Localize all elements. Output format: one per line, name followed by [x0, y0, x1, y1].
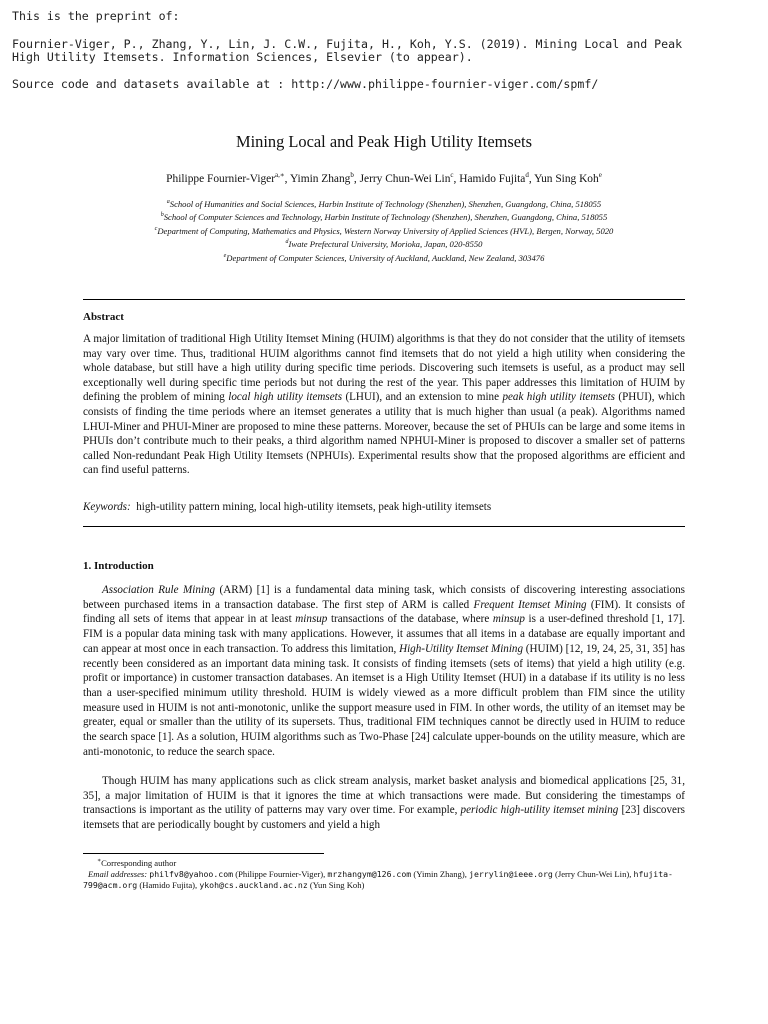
affiliation-text: School of Computer Sciences and Technology, Harbin Institute of Technology (Shenzhen), Shenzhen, Guangdong, China, 518055: [163, 212, 608, 223]
term-emphasis: peak high utility itemsets: [502, 391, 615, 404]
author-affiliation-mark: e: [598, 171, 602, 179]
keywords-list: high-utility pattern mining, local high-utility itemsets, peak high-utility itemsets: [136, 501, 492, 513]
affiliation-mark: e: [223, 252, 227, 259]
footnote-rule: [83, 853, 324, 854]
author-list: Philippe Fournier-Viger$^{a,∗}$, Yimin Zhang$^b$, Jerry Chun-Wei Lin$^c$, Hamido Fujita$^d$, Yun Sing Koh$^e$: [166, 171, 602, 185]
affiliation: [0, 224, 768, 237]
keywords-label: Keywords:: [83, 501, 131, 513]
affiliation-mark: d: [285, 239, 289, 246]
abstract-top-rule: [83, 299, 685, 300]
author-name: Philippe Fournier-Viger: [166, 172, 276, 185]
author-affiliation-mark: c: [450, 171, 454, 179]
author-name: Yimin Zhang: [289, 172, 351, 185]
section-heading-introduction: 1. Introduction: [83, 560, 154, 572]
intro-paragraph-1: Association Rule Mining (ARM) [1] is a fundamental data mining task, which consists of discovering interesting associations between purchased items in a transaction database. The first step of ARM is called Frequent Itemset Mining (FIM). It consists of finding all sets of items that appear in at least minsup transactions of the database, where minsup is a user-defined threshold [1, 17]. FIM is a popular data mining task with many applications. However, it assumes that all items in a database are equally important and can appear at most once in each transaction. To address this limitation, High-Utility Itemset Mining (HUIM) [12, 19, 24, 25, 31, 35] has recently been considered as an important data mining task. It consists of finding itemsets (sets of items) that yield a high utility (e.g. profit or importance) in customer transaction databases. An itemset is a High Utility Itemset (HUI) in a database if its utility is no less than a user-specified minimum utility threshold. HUIM is widely viewed as a more difficult problem than FIM since the utility measure used in HUIM is not anti-monotonic, unlike the support measure used in FIM. In other words, the utility of an itemset may be greater, equal or smaller than the utility of its supersets. Thus, traditional FIM techniques cannot be directly used in HUIM to reduce the search space [1]. As a solution, HUIM algorithms such as Two-Phase [24] calculate upper-bounds on the utility measure, which are anti-monotonic, to reduce the search space.: [83, 584, 686, 758]
affiliation-mark: b: [160, 212, 164, 219]
corresponding-author-note: ∗Corresponding author: [97, 857, 177, 868]
intro-paragraph-2: Though HUIM has many applications such as click stream analysis, market basket analysis and biomedical applications [25, 31, 35], a major limitation of HUIM is that it ignores the time at which transactions were made. But considering the timestamps of transactions is important as the utility of patterns may vary over time. For example, periodic high-utility itemset mining [23] discovers itemsets that are periodically bought by customers and yield a high: [83, 775, 685, 832]
email-link[interactable]: jerrylin@ieee.org: [469, 869, 553, 880]
author-name: Jerry Chun-Wei Lin: [359, 172, 451, 185]
affiliation-mark: c: [154, 225, 158, 232]
email-link[interactable]: philfv8@yahoo.com: [149, 869, 234, 880]
email-link[interactable]: hfujita-799@acm.org: [83, 869, 673, 891]
affiliation: [0, 210, 768, 223]
affiliation-list: [0, 197, 768, 264]
email-label: Email addresses:: [88, 869, 148, 880]
author-affiliation-mark: b: [350, 171, 354, 179]
author-affiliation-mark: d: [525, 171, 529, 179]
affiliation: [0, 197, 768, 210]
email-link[interactable]: ykoh@cs.auckland.ac.nz: [199, 880, 308, 891]
term-emphasis: local high utility itemsets: [228, 391, 343, 404]
abstract-heading: Abstract: [83, 311, 124, 323]
preprint-note: This is the preprint of:: [12, 9, 180, 23]
affiliation-text: School of Humanities and Social Sciences, Harbin Institute of Technology (Shenzhen), Shenzhen, Guangdong, China, 518055: [169, 198, 602, 209]
email-addresses: Email addresses: philfv8@yahoo.com (Philippe Fournier-Viger), mrzhangym@126.com (Yimin Zhang), jerrylin@ieee.org (Jerry Chun-Wei Lin), hfujita-799@acm.org (Hamido Fujita), ykoh@cs.auckland.ac.nz (Yun Sing Koh): [83, 869, 673, 891]
affiliation-text: Department of Computing, Mathematics and Physics, Western Norway University of Applied Sciences (HVL), Bergen, Norway, 5020: [157, 225, 614, 236]
author-name: Hamido Fujita: [459, 172, 526, 185]
citation-line-1: Fournier-Viger, P., Zhang, Y., Lin, J. C.W., Fujita, H., Koh, Y.S. (2019). Mining Local and Peak: [12, 37, 683, 51]
paper-title: Mining Local and Peak High Utility Itemsets: [236, 132, 532, 151]
keywords: [83, 500, 685, 514]
abstract-bottom-rule: [83, 526, 685, 527]
affiliation-text: Department of Computer Sciences, University of Auckland, Auckland, New Zealand, 303476: [226, 252, 545, 263]
affiliation-text: Iwate Prefectural University, Morioka, Japan, 020-8550: [288, 239, 483, 250]
citation-line-2: High Utility Itemsets. Information Sciences, Elsevier (to appear).: [12, 50, 473, 64]
footnote: [83, 856, 685, 891]
citation-block: [12, 38, 682, 64]
author-name: Yun Sing Koh: [534, 172, 599, 185]
abstract-text: A major limitation of traditional High Utility Itemset Mining (HUIM) algorithms is that they do not consider that the utility of itemsets may vary over time. Thus, traditional HUIM algorithms cannot find itemsets that do not yield a high utility when considering the whole database, but still have a high utility during specific time periods. Discovering such itemsets is useful, as a product may sell exceptionally well during specific time periods but not during the rest of the year. This paper addresses this limitation of HUIM by defining the problem of mining local high utility itemsets (LHUI), and an extension to mine peak high utility itemsets (PHUI), which consists of finding the time periods where an itemset generates a utility that is much higher than usual (a peak). Algorithms named LHUI-Miner and PHUI-Miner are proposed to mine these patterns. Moreover, because the set of PHUIs can be large and some items in PHUIs don’t contribute much to their peaks, a third algorithm named NPHUI-Miner is proposed to discover a smaller set of patterns called Non-redundant Peak High Utility Itemsets (NPHUIs). Experimental results show that the proposed algorithms are efficient and can find useful patterns.: [83, 333, 685, 477]
email-link[interactable]: mrzhangym@126.com: [327, 869, 412, 880]
source-code-note: Source code and datasets available at : http://www.philippe-fournier-viger.com/spmf/: [12, 77, 599, 91]
affiliation: [0, 237, 768, 250]
affiliation-mark: a: [166, 199, 170, 205]
affiliation: [0, 251, 768, 264]
author-affiliation-mark: a,∗: [275, 171, 285, 179]
